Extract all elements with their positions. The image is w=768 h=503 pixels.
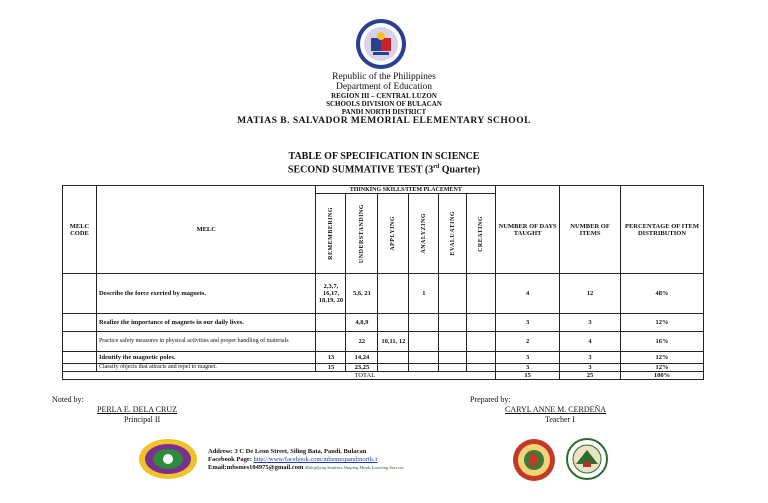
- percentage-header: PERCENTAGE OF ITEM DISTRIBUTION: [621, 186, 704, 274]
- school-motto: Multiplying Students Shaping Minds Learning Success: [305, 465, 404, 470]
- item-placement-cell: [409, 332, 439, 352]
- item-placement-cell: 5,6, 21: [346, 274, 378, 314]
- item-placement-cell: [316, 332, 346, 352]
- prepared-by-name: CARYL ANNE M. CERDEÑA: [505, 405, 607, 414]
- total-days: 15: [496, 372, 560, 380]
- thinking-skills-header: THINKING SKILLS/ITEM PLACEMENT: [316, 186, 496, 194]
- item-placement-cell: [439, 352, 467, 364]
- total-percentage: 100%: [621, 372, 704, 380]
- number-of-items-cell: 3: [560, 364, 621, 372]
- item-placement-cell: 10,11, 12: [378, 332, 409, 352]
- item-placement-cell: 23,25: [346, 364, 378, 372]
- melc-cell: Practice safety measures in physical activities and proper handling of materials: [96, 332, 315, 352]
- item-placement-cell: [467, 314, 496, 332]
- melc-code-cell: [63, 332, 97, 352]
- days-taught-cell: 3: [496, 352, 560, 364]
- item-placement-cell: 15: [316, 364, 346, 372]
- footer-contact: [208, 448, 508, 472]
- melc-cell: Describe the force exerted by magnets.: [96, 274, 315, 314]
- skill-header-label: ANALYZING: [420, 213, 427, 254]
- facebook-label: Facebook Page:: [208, 456, 252, 463]
- melc-header: MELC: [96, 186, 315, 274]
- table-row: [63, 352, 704, 364]
- number-of-items-cell: 3: [560, 352, 621, 364]
- address-line: [208, 448, 508, 456]
- division-seal-icon: [512, 438, 556, 482]
- title-superscript: rd: [433, 164, 440, 170]
- district-seal-icon: [566, 438, 608, 480]
- skill-header-analyzing: [409, 194, 439, 274]
- percentage-cell: 48%: [621, 274, 704, 314]
- skill-header-label: EVALUATING: [449, 211, 456, 256]
- region-line: REGION III – CENTRAL LUZON: [331, 92, 437, 100]
- skill-header-evaluating: [439, 194, 467, 274]
- table-row: [63, 314, 704, 332]
- melc-code-cell: [63, 314, 97, 332]
- days-taught-cell: 3: [496, 314, 560, 332]
- melc-code-header: MELC CODE: [63, 186, 97, 274]
- melc-code-cell: [63, 274, 97, 314]
- division-line: SCHOOLS DIVISION OF BULACAN: [326, 100, 442, 108]
- skill-header-understanding: [346, 194, 378, 274]
- item-placement-cell: 22: [346, 332, 378, 352]
- melc-cell: Classify objects that attracts and repel to magnet.: [96, 364, 315, 372]
- district-line: PANDI NORTH DISTRICT: [341, 108, 427, 116]
- item-placement-cell: [467, 364, 496, 372]
- days-taught-header: NUMBER OF DAYS TAUGHT: [496, 186, 560, 274]
- school-seal-icon: [138, 438, 198, 480]
- document-title: [0, 151, 768, 175]
- table-row: [63, 332, 704, 352]
- percentage-cell: 12%: [621, 364, 704, 372]
- item-placement-cell: [378, 314, 409, 332]
- percentage-cell: 12%: [621, 314, 704, 332]
- facebook-line: [208, 456, 508, 464]
- item-placement-cell: [378, 352, 409, 364]
- noted-by-block: [52, 395, 177, 425]
- title-line-2: [0, 162, 768, 175]
- item-placement-cell: [467, 332, 496, 352]
- item-placement-cell: [316, 314, 346, 332]
- total-label: TOTAL: [63, 372, 496, 380]
- item-placement-cell: 1: [409, 274, 439, 314]
- skill-header-remembering: [316, 194, 346, 274]
- table-row: [63, 364, 704, 372]
- item-placement-cell: 2,3,7, 16,17, 18,19, 20: [316, 274, 346, 314]
- title-line-2-end: Quarter): [439, 164, 481, 176]
- melc-cell: Realize the importance of magnets in our daily lives.: [96, 314, 315, 332]
- skill-header-applying: [378, 194, 409, 274]
- noted-by-label: Noted by:: [52, 395, 84, 404]
- melc-cell: Identify the magnetic poles.: [96, 352, 315, 364]
- item-placement-cell: [439, 364, 467, 372]
- address-value: 3 C De Leon Street, Siling Bata, Pandi, Bulacan: [234, 448, 367, 455]
- melc-code-cell: [63, 364, 97, 372]
- title-line-2-text: SECOND SUMMATIVE TEST (3: [287, 164, 434, 176]
- item-placement-cell: [378, 274, 409, 314]
- item-placement-cell: [439, 332, 467, 352]
- school-name: MATIAS B. SALVADOR MEMORIAL ELEMENTARY SCHOOL: [237, 116, 531, 126]
- prepared-by-title: Teacher I: [545, 415, 575, 424]
- days-taught-cell: 3: [496, 364, 560, 372]
- item-placement-cell: [409, 314, 439, 332]
- department-line: Department of Education: [335, 82, 433, 92]
- republic-line: Republic of the Philippines: [332, 72, 436, 82]
- skill-header-creating: [467, 194, 496, 274]
- letterhead: [0, 72, 768, 127]
- number-of-items-cell: 12: [560, 274, 621, 314]
- item-placement-cell: [467, 274, 496, 314]
- email-label: Email:: [208, 464, 227, 471]
- number-of-items-cell: 3: [560, 314, 621, 332]
- item-placement-cell: 4,8,9: [346, 314, 378, 332]
- deped-seal-icon: [355, 18, 407, 70]
- days-taught-cell: 4: [496, 274, 560, 314]
- item-placement-cell: [409, 364, 439, 372]
- percentage-cell: 16%: [621, 332, 704, 352]
- noted-by-title: Principal II: [124, 415, 161, 424]
- item-placement-cell: [409, 352, 439, 364]
- table-row: [63, 274, 704, 314]
- title-line-1: TABLE OF SPECIFICATION IN SCIENCE: [288, 151, 480, 162]
- skill-header-label: APPLYING: [390, 216, 397, 251]
- specification-table: [62, 185, 704, 380]
- skill-header-label: REMEMBERING: [327, 207, 334, 260]
- prepared-by-label: Prepared by:: [470, 395, 511, 404]
- email-value: mbsmes104975@gmail.com: [226, 464, 304, 471]
- number-of-items-header: NUMBER OF ITEMS: [560, 186, 621, 274]
- item-placement-cell: [378, 364, 409, 372]
- skill-header-label: CREATING: [478, 215, 485, 252]
- item-placement-cell: 13: [316, 352, 346, 364]
- skill-header-label: UNDERSTANDING: [358, 203, 365, 264]
- email-line: [208, 464, 508, 472]
- percentage-cell: 12%: [621, 352, 704, 364]
- prepared-by-block: [470, 395, 606, 425]
- total-items: 25: [560, 372, 621, 380]
- item-placement-cell: [467, 352, 496, 364]
- days-taught-cell: 2: [496, 332, 560, 352]
- item-placement-cell: [439, 314, 467, 332]
- item-placement-cell: 14,24: [346, 352, 378, 364]
- noted-by-name: PERLA E. DELA CRUZ: [97, 405, 178, 414]
- melc-code-cell: [63, 352, 97, 364]
- address-label: Address:: [208, 448, 233, 455]
- item-placement-cell: [439, 274, 467, 314]
- facebook-link[interactable]: http://www/facebook.com/mbsmespandinorth.1: [253, 456, 378, 463]
- number-of-items-cell: 4: [560, 332, 621, 352]
